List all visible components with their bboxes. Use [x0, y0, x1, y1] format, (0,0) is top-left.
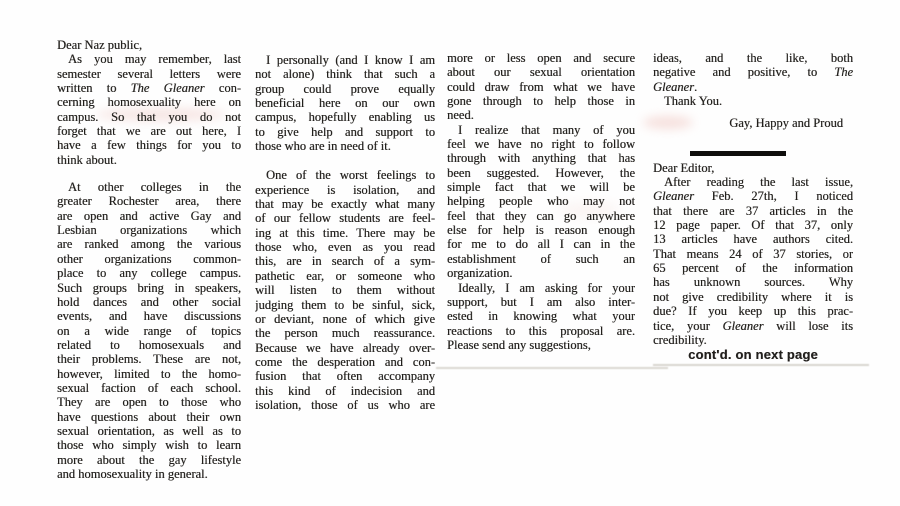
text-line: At other colleges in the [68, 180, 241, 195]
text-line: not alone) think that such a [255, 67, 435, 82]
text-line: 12 page paper. Of that 37, only [653, 218, 853, 233]
text-line: campus, hopefully enabling us [255, 110, 435, 125]
text-line: 65 percent of the information [653, 261, 853, 276]
text-line: on a wide range of topics [57, 323, 241, 338]
text-line: feel we have no right to follow [447, 137, 635, 152]
text-line: Because we have already over- [255, 340, 435, 355]
text-line: however, limited to the homo- [57, 366, 241, 381]
text-line: fusion that often accompany [255, 369, 435, 384]
text-line: else for help is reason enough [447, 223, 635, 238]
text-line: Please send any suggestions, [447, 337, 591, 352]
text-column-1 [57, 38, 241, 481]
text-line: has unknown sources. Why [653, 275, 853, 290]
text-line: or deviant, none of which give [255, 311, 435, 326]
text-line: isolation, those of us who are [255, 397, 435, 412]
scan-streak [436, 367, 668, 369]
text-line: cerning homosexuality here on [57, 95, 241, 110]
text-line: will listen to them without [255, 283, 435, 298]
text-line: That means 24 of 37 stories, or [653, 246, 853, 261]
text-line: that there are 37 articles in the [653, 203, 853, 218]
text-line: other organizations common- [57, 251, 241, 266]
letter-paragraph [57, 38, 241, 167]
text-column-2 [255, 53, 435, 412]
text-line: those who, even as you read [255, 240, 435, 255]
text-line: Lesbian organizations which [57, 223, 241, 238]
text-line: related to homosexuals and [57, 337, 241, 352]
text-line: I realize that many of you [458, 122, 635, 137]
text-line: not give credibility where it is [653, 289, 853, 304]
text-line: Dear Naz public, [57, 38, 143, 52]
text-line: negative and positive, to The [653, 65, 853, 80]
text-line: credibility. [653, 332, 707, 347]
text-line: beneficial here on our own [255, 96, 435, 111]
text-line: group could prove equally [255, 81, 435, 96]
text-line: their problems. These are not, [57, 352, 241, 367]
text-line: ing at this time. There may be [255, 225, 435, 240]
text-line: sexual faction of each school. [57, 380, 241, 395]
text-line: They are open to those who [57, 395, 241, 410]
text-line: hold dances and other social [57, 294, 241, 309]
text-line: about our sexual orientation [447, 65, 635, 80]
text-line: simple fact that we will be [447, 180, 635, 195]
text-line: written to The Gleaner con- [57, 81, 241, 96]
text-line: are open and active Gay and [57, 208, 241, 223]
text-line: One of the worst feelings to [266, 168, 435, 183]
text-line: through with anything that has [447, 151, 635, 166]
text-line: reactions to this proposal are. [447, 323, 635, 338]
text-line: judging them to be sinful, sick, [255, 297, 435, 312]
letter-paragraph [447, 51, 635, 352]
text-line: semester several letters were [57, 66, 241, 81]
text-line: As you may remember, last [68, 52, 241, 67]
text-line: Dear Editor, [653, 160, 715, 175]
text-line: events, and have discussions [57, 309, 241, 324]
letter-paragraph [255, 168, 435, 412]
text-line: this kind of indecision and [255, 383, 435, 398]
text-line: those who are in need of it. [255, 139, 391, 154]
text-column-4 [653, 51, 853, 363]
text-line: been suggested. However, the [447, 165, 635, 180]
text-line: experience is isolation, and [255, 182, 435, 197]
text-line: 13 articles have authors cited. [653, 232, 853, 247]
text-line: tice, your Gleaner will lose its [653, 318, 853, 333]
section-divider-bar [690, 151, 786, 156]
letter-paragraph [255, 53, 435, 153]
text-line: could draw from what we have [447, 79, 635, 94]
text-line: the person much reassurance. [255, 326, 435, 341]
text-line: sexual orientation, as well as to [57, 423, 241, 438]
text-line: I personally (and I know I am [266, 53, 435, 67]
text-line: for me to do all I can in the [447, 237, 635, 252]
text-line: helping people who may not [447, 194, 635, 209]
text-line: of our fellow students are feel- [255, 211, 435, 226]
letter-signature: Gay, Happy and Proud [729, 116, 843, 131]
text-line: support, but I am also inter- [447, 294, 635, 309]
text-line: come the desperation and con- [255, 354, 435, 369]
text-column-3 [447, 51, 635, 352]
letter-paragraph [57, 180, 241, 481]
text-line: ested in knowing what your [447, 309, 635, 324]
text-line: Ideally, I am asking for your [458, 280, 635, 295]
text-line: have questions about their own [57, 409, 241, 424]
text-line: After reading the last issue, [664, 175, 853, 190]
text-line: forget that we are out here, I [57, 124, 241, 139]
text-line: are ranked among the various [57, 237, 241, 252]
text-line: Gleaner Feb. 27th, I noticed [653, 189, 853, 204]
letter-paragraph [653, 51, 853, 108]
text-line: due? If you keep up this prac- [653, 304, 853, 319]
text-line: gone through to help those in [447, 94, 635, 109]
text-line: establishment of such an [447, 251, 635, 266]
text-line: place to any college campus. [57, 266, 241, 281]
text-line: this, are in search of a sym- [255, 254, 435, 269]
text-line: to give help and support to [255, 124, 435, 139]
text-line: more or less open and secure [447, 51, 635, 65]
text-line: feel that they can go anywhere [447, 208, 635, 223]
text-line: have a few things for you to [57, 138, 241, 153]
text-line: Such groups bring in speakers, [57, 280, 241, 295]
scan-streak [653, 364, 869, 366]
continued-notice: cont'd. on next page [688, 347, 818, 363]
letter-paragraph [653, 161, 853, 347]
text-line: think about. [57, 152, 117, 167]
text-line: and homosexuality in general. [57, 466, 208, 481]
text-line: Thank You. [664, 94, 722, 109]
text-line: need. [447, 108, 474, 123]
text-line: organization. [447, 266, 513, 281]
text-line: campus. So that you do not [57, 109, 241, 124]
text-line: that may be exactly what many [255, 197, 435, 212]
text-line: greater Rochester area, there [57, 194, 241, 209]
text-line: Gleaner. [653, 79, 698, 94]
text-line: pathetic ear, or someone who [255, 268, 435, 283]
text-line: more about the gay lifestyle [57, 452, 241, 467]
text-line: those who simply wish to learn [57, 438, 241, 453]
text-line: ideas, and the like, both [653, 51, 853, 65]
